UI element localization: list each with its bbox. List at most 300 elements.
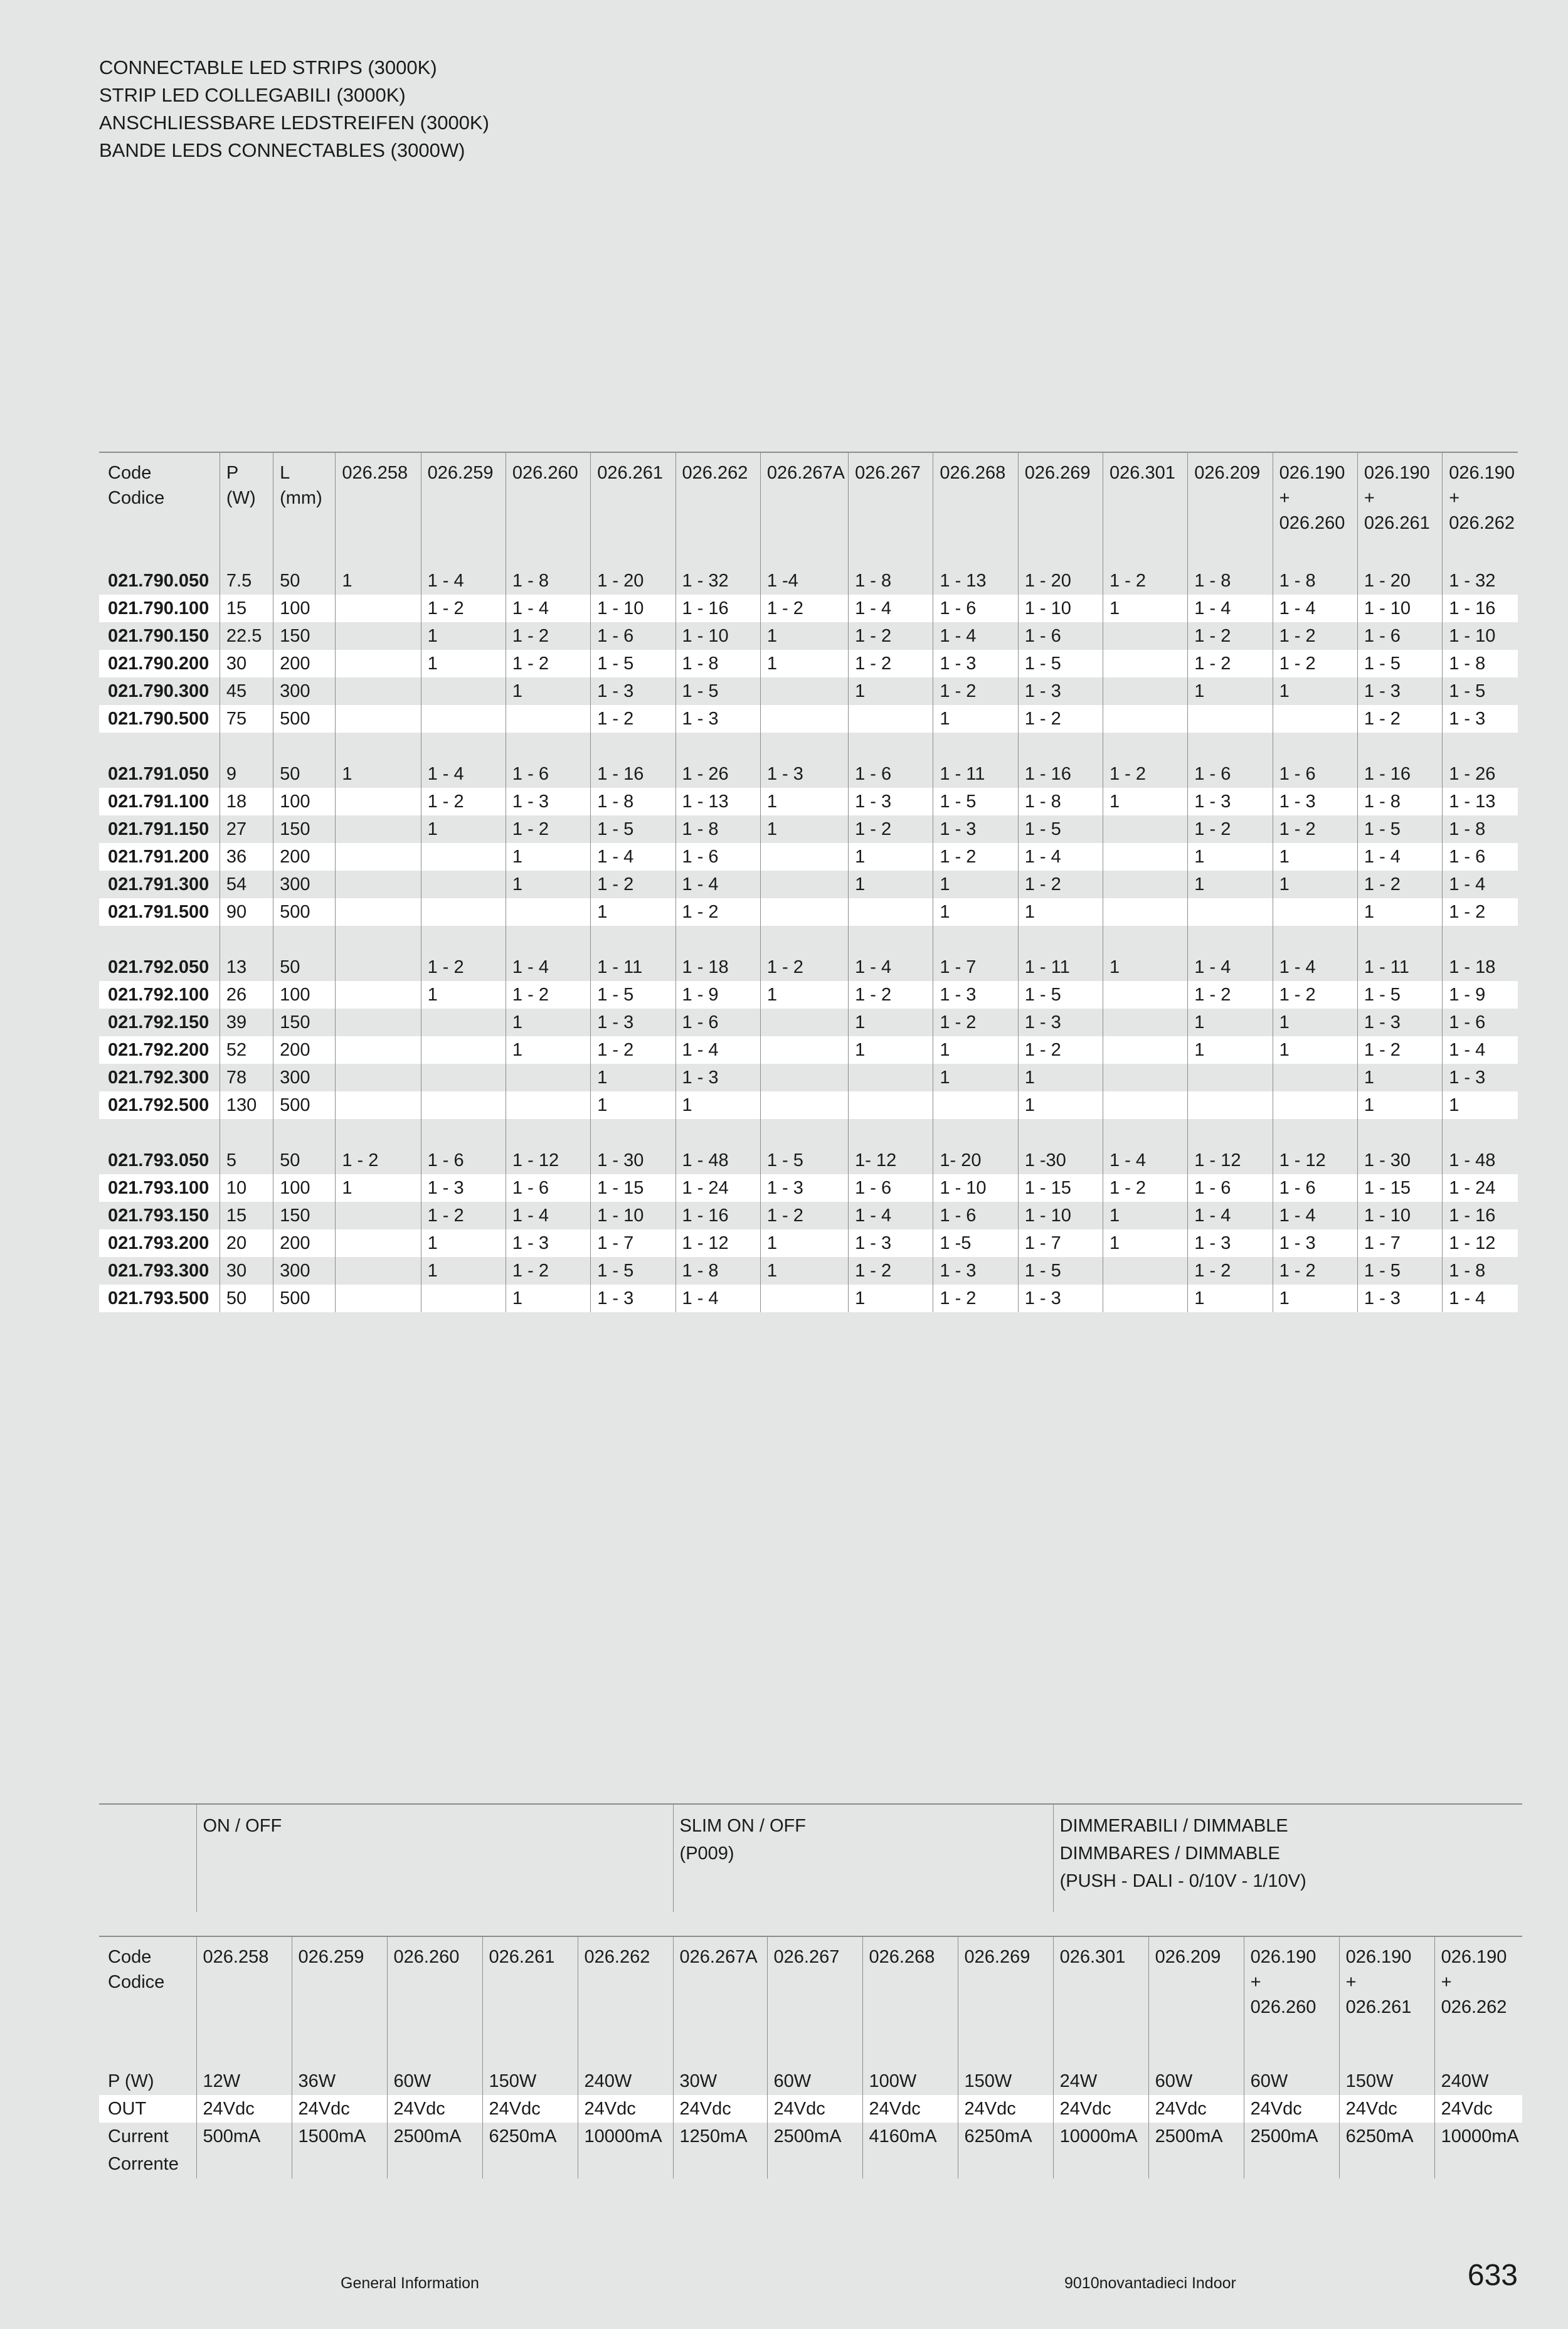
table-cell: 1 - 5 xyxy=(591,1257,675,1285)
table-cell: 1 - 10 xyxy=(1357,1202,1442,1229)
spacer-cell xyxy=(1244,2044,1339,2067)
page-title xyxy=(99,54,489,164)
table-cell: 1 xyxy=(1103,595,1188,622)
table-cell: 1 - 8 xyxy=(675,815,760,843)
spacer-cell xyxy=(1018,926,1103,953)
table-cell: 1 xyxy=(421,815,506,843)
table-cell: 1 xyxy=(760,622,848,650)
table-cell: 1 - 2 xyxy=(421,788,506,815)
table-cell xyxy=(421,843,506,871)
table-cell: 24Vdc xyxy=(1339,2095,1434,2123)
table-cell: 1 - 10 xyxy=(591,1202,675,1229)
table-cell: 1 - 7 xyxy=(1357,1229,1442,1257)
cell-line: 026.261 xyxy=(489,1947,555,1967)
cell-line: ON / OFF xyxy=(203,1816,282,1836)
table-cell: 1 - 2 xyxy=(591,705,675,733)
cell-line: Current xyxy=(108,2126,169,2146)
table-cell: 1 - 2 xyxy=(1357,871,1442,898)
header-cell xyxy=(1273,452,1357,539)
table-cell: 1 - 2 xyxy=(506,1257,590,1285)
table-cell xyxy=(1188,898,1273,926)
table-cell: 6250mA xyxy=(1339,2123,1434,2178)
table-cell: 30 xyxy=(220,1257,273,1285)
table-cell: 1 xyxy=(421,650,506,677)
spacer-cell xyxy=(849,926,933,953)
table-cell: 1 - 4 xyxy=(849,595,933,622)
table-cell: 1 - 5 xyxy=(675,677,760,705)
table-cell: 1 - 2 xyxy=(760,953,848,981)
table-cell xyxy=(421,1091,506,1119)
spacer-cell xyxy=(1188,926,1273,953)
table-cell: 1 - 3 xyxy=(933,1257,1018,1285)
cell-line: (W) xyxy=(226,488,256,508)
table-cell: 1 - 3 xyxy=(1357,1285,1442,1312)
cell-line: 026.262 xyxy=(1441,1997,1507,2017)
cell-line: Code xyxy=(108,1947,152,1967)
table-cell: 1 xyxy=(1188,1285,1273,1312)
cell-line: 026.209 xyxy=(1194,463,1261,483)
table-cell: 1 - 2 xyxy=(1273,650,1357,677)
table-cell: 1 xyxy=(933,898,1018,926)
table-cell: 1 - 8 xyxy=(849,567,933,595)
header-cell xyxy=(220,452,273,539)
table-cell: 150 xyxy=(273,815,336,843)
table-row xyxy=(99,843,1518,871)
table-cell: 1 - 2 xyxy=(849,622,933,650)
spacer-cell xyxy=(1148,2044,1244,2067)
table-cell: 6250mA xyxy=(482,2123,578,2178)
table-cell xyxy=(336,871,421,898)
spacer-cell xyxy=(1018,539,1103,567)
table-cell: 1 xyxy=(1188,677,1273,705)
table-cell xyxy=(336,1285,421,1312)
table-cell: 1 - 4 xyxy=(506,1202,590,1229)
table-row xyxy=(99,1174,1518,1202)
table-cell xyxy=(1103,898,1188,926)
table-cell: 150 xyxy=(273,622,336,650)
table-cell: 1 xyxy=(1018,898,1103,926)
spacer-cell xyxy=(1273,926,1357,953)
table-cell: 1 - 15 xyxy=(591,1174,675,1202)
table-row xyxy=(99,1147,1518,1174)
cell-line: 026.262 xyxy=(584,1947,650,1967)
table-cell xyxy=(336,843,421,871)
table-cell: 1 xyxy=(760,788,848,815)
cell-line: Codice xyxy=(108,1972,165,1992)
table-cell: 10000mA xyxy=(1434,2123,1522,2178)
cell-line: + xyxy=(1449,488,1460,508)
table-cell xyxy=(506,1064,590,1091)
table-cell: 39 xyxy=(220,1009,273,1036)
spacer-cell xyxy=(506,926,590,953)
table-cell: 1 - 2 xyxy=(849,981,933,1009)
product-code-cell: 021.792.500 xyxy=(99,1091,220,1119)
spacer-cell xyxy=(273,539,336,567)
table-cell: 52 xyxy=(220,1036,273,1064)
table-cell: 1 xyxy=(933,871,1018,898)
cell-line: 026.259 xyxy=(298,1947,364,1967)
table-cell: 200 xyxy=(273,1036,336,1064)
cell-line: 026.190 xyxy=(1449,463,1515,483)
table-cell: 1 - 4 xyxy=(1443,1036,1518,1064)
table-cell xyxy=(421,1036,506,1064)
spacer-cell xyxy=(591,733,675,760)
table-cell xyxy=(1103,1064,1188,1091)
spacer-cell xyxy=(1273,733,1357,760)
table-cell: 1 - 5 xyxy=(1357,981,1442,1009)
table-cell: 1 - 5 xyxy=(591,650,675,677)
table-cell: 22.5 xyxy=(220,622,273,650)
header-cell xyxy=(506,452,590,539)
table-cell xyxy=(760,1009,848,1036)
table-cell: 1 - 13 xyxy=(933,567,1018,595)
header-cell xyxy=(862,1936,958,2044)
spacer-cell xyxy=(760,733,848,760)
table-cell: 1 - 2 xyxy=(849,1257,933,1285)
spacer-row xyxy=(99,733,1518,760)
table-cell: 1 - 12 xyxy=(675,1229,760,1257)
table-cell xyxy=(849,1091,933,1119)
spacer-cell xyxy=(273,733,336,760)
table-cell: 10 xyxy=(220,1174,273,1202)
table-cell: 1 xyxy=(1273,1036,1357,1064)
header-cell xyxy=(292,1936,387,2044)
table-cell: 1 - 4 xyxy=(675,871,760,898)
table-cell: 1- 12 xyxy=(849,1147,933,1174)
table-cell: 1 - 18 xyxy=(675,953,760,981)
table-cell: 1 - 8 xyxy=(675,1257,760,1285)
table-cell: 24Vdc xyxy=(1053,2095,1148,2123)
header-cell xyxy=(760,452,848,539)
spacer-cell xyxy=(421,926,506,953)
table-cell: 1 xyxy=(760,650,848,677)
page-number: 633 xyxy=(1467,2259,1518,2292)
table-cell xyxy=(760,1091,848,1119)
table-cell: 1 xyxy=(1018,1064,1103,1091)
table-cell: 1 xyxy=(1273,677,1357,705)
table-row xyxy=(99,595,1518,622)
table-cell: 1 - 7 xyxy=(1018,1229,1103,1257)
table-cell: 1 - 3 xyxy=(591,1009,675,1036)
table-cell: 1 - 4 xyxy=(1103,1147,1188,1174)
spacer-cell xyxy=(273,926,336,953)
table-cell: 1 -30 xyxy=(1018,1147,1103,1174)
spacer-cell xyxy=(421,539,506,567)
table-cell: 24Vdc xyxy=(767,2095,862,2123)
table-cell xyxy=(1103,677,1188,705)
product-code-cell: 021.793.150 xyxy=(108,1206,209,1226)
table-cell: 1 xyxy=(506,677,590,705)
product-code-cell: 021.790.100 xyxy=(99,595,220,622)
table-cell: 1 - 8 xyxy=(1443,650,1518,677)
table-cell: 1 - 24 xyxy=(675,1174,760,1202)
product-code-cell: 021.792.150 xyxy=(108,1012,209,1032)
spacer-row xyxy=(99,926,1518,953)
cell-line: 026.267 xyxy=(855,463,921,483)
table-cell: 15 xyxy=(220,595,273,622)
table-cell: 300 xyxy=(273,1064,336,1091)
table-cell: 1 - 6 xyxy=(421,1147,506,1174)
cell-line: 026.262 xyxy=(682,463,748,483)
table-cell: 1 - 32 xyxy=(675,567,760,595)
table-cell: 200 xyxy=(273,843,336,871)
table-cell: 1 - 2 xyxy=(336,1147,421,1174)
table-cell: 24W xyxy=(1053,2067,1148,2095)
cell-line: P xyxy=(226,463,239,483)
spacer-cell xyxy=(1053,2044,1148,2067)
header-cell xyxy=(675,452,760,539)
table-cell: 1 - 2 xyxy=(1103,760,1188,788)
cell-line: 026.269 xyxy=(1024,463,1091,483)
header-cell xyxy=(99,452,220,539)
table-cell: 27 xyxy=(220,815,273,843)
table-cell: 1 - 5 xyxy=(1018,815,1103,843)
product-code-cell: 021.791.100 xyxy=(99,788,220,815)
table-cell: 24Vdc xyxy=(292,2095,387,2123)
product-code-cell: 021.791.500 xyxy=(99,898,220,926)
table-cell: 1 - 4 xyxy=(506,953,590,981)
table-cell: 24Vdc xyxy=(1434,2095,1522,2123)
table-cell: 1 - 6 xyxy=(1443,1009,1518,1036)
table-cell: 10000mA xyxy=(578,2123,673,2178)
table-cell xyxy=(336,1091,421,1119)
spacer-cell xyxy=(1339,2044,1434,2067)
table-cell: 1 - 3 xyxy=(506,1229,590,1257)
table-cell: 1 - 6 xyxy=(506,1174,590,1202)
table-cell: 1 xyxy=(849,843,933,871)
table-cell: 1 xyxy=(1357,1064,1442,1091)
spacer-cell xyxy=(99,1119,220,1147)
table-cell: 1 - 6 xyxy=(1188,760,1273,788)
table-cell: 1 xyxy=(1357,898,1442,926)
table-cell: 1 xyxy=(675,1091,760,1119)
table-cell: 1 xyxy=(760,1257,848,1285)
table-cell xyxy=(336,1036,421,1064)
table-cell: 1 - 8 xyxy=(1357,788,1442,815)
cell-line: DIMMERABILI / DIMMABLE xyxy=(1059,1816,1288,1836)
spacer-cell xyxy=(1357,1119,1442,1147)
header-cell xyxy=(1357,452,1442,539)
spacer-cell xyxy=(675,733,760,760)
table-cell: 1 xyxy=(1188,871,1273,898)
table-cell: 60W xyxy=(1244,2067,1339,2095)
table-cell: 1 xyxy=(1273,843,1357,871)
row-label-cell xyxy=(99,2067,196,2095)
table-cell: 1 - 18 xyxy=(1443,953,1518,981)
spacer-cell xyxy=(849,733,933,760)
table-cell: 1 xyxy=(1273,1009,1357,1036)
table-cell: 1 - 5 xyxy=(1357,815,1442,843)
table-cell: 1 - 8 xyxy=(1018,788,1103,815)
table-row xyxy=(99,677,1518,705)
table-cell: 1 - 13 xyxy=(675,788,760,815)
table-cell: 50 xyxy=(220,1285,273,1312)
table-cell: 1 xyxy=(506,843,590,871)
spacer-cell xyxy=(849,539,933,567)
table-cell xyxy=(421,871,506,898)
table-cell: 100 xyxy=(273,981,336,1009)
table-cell: 1 xyxy=(421,622,506,650)
table-cell: 1 - 6 xyxy=(591,622,675,650)
table-cell: 1 -5 xyxy=(933,1229,1018,1257)
spacer-cell xyxy=(1443,733,1518,760)
product-code-cell: 021.792.300 xyxy=(108,1068,209,1088)
table-cell: 1 xyxy=(1103,1202,1188,1229)
product-code-cell: 021.793.300 xyxy=(108,1261,209,1281)
table-cell: 24Vdc xyxy=(196,2095,292,2123)
table-cell: 300 xyxy=(273,677,336,705)
table-cell: 200 xyxy=(273,650,336,677)
table-cell: 9 xyxy=(220,760,273,788)
table-cell: 7.5 xyxy=(220,567,273,595)
table-cell: 1 - 4 xyxy=(675,1285,760,1312)
table-cell: 30 xyxy=(220,650,273,677)
spacer-cell xyxy=(220,926,273,953)
spacer-cell xyxy=(591,926,675,953)
spacer-cell xyxy=(767,2044,862,2067)
cell-line: 026.261 xyxy=(1345,1997,1412,2017)
table-row xyxy=(99,1036,1518,1064)
table-cell: 24Vdc xyxy=(578,2095,673,2123)
compatibility-table xyxy=(99,452,1518,1312)
table-cell: 1 xyxy=(591,898,675,926)
table-cell: 1 -4 xyxy=(760,567,848,595)
cell-line: 026.262 xyxy=(1449,513,1515,533)
table-cell: 1 - 3 xyxy=(1188,788,1273,815)
product-code-cell: 021.792.200 xyxy=(99,1036,220,1064)
table-row xyxy=(99,2095,1522,2123)
spacer-cell xyxy=(292,2044,387,2067)
product-code-cell: 021.791.300 xyxy=(108,874,209,894)
table-cell: 1 - 4 xyxy=(1273,953,1357,981)
table-cell: 1 - 3 xyxy=(1018,1285,1103,1312)
table-cell: 1 - 4 xyxy=(1188,953,1273,981)
cell-line: 026.267 xyxy=(773,1947,840,1967)
table-cell: 1 - 8 xyxy=(1443,1257,1518,1285)
table-cell: 1 - 2 xyxy=(1188,815,1273,843)
header-cell xyxy=(849,452,933,539)
table-cell: 1 - 3 xyxy=(1443,1064,1518,1091)
table-cell: 1 - 2 xyxy=(591,871,675,898)
table-cell: 1 xyxy=(849,1009,933,1036)
table-cell: 50 xyxy=(273,567,336,595)
spacer-cell xyxy=(933,539,1018,567)
header-cell xyxy=(196,1936,292,2044)
table-cell: 1 - 6 xyxy=(1018,622,1103,650)
row-label-cell xyxy=(99,2095,196,2123)
header-cell xyxy=(767,1936,862,2044)
table-cell: 1 - 3 xyxy=(1018,677,1103,705)
table-cell: 1 - 5 xyxy=(591,815,675,843)
table-cell: 1 xyxy=(849,1036,933,1064)
table-cell xyxy=(336,815,421,843)
table-cell: 24Vdc xyxy=(958,2095,1053,2123)
spacer-cell xyxy=(336,1119,421,1147)
table-cell: 54 xyxy=(220,871,273,898)
spacer-cell xyxy=(99,926,220,953)
header-row xyxy=(99,1936,1522,2044)
product-code-cell: 021.791.150 xyxy=(108,819,209,839)
product-code-cell: 021.793.200 xyxy=(99,1229,220,1257)
table-cell: 1 xyxy=(1188,1009,1273,1036)
table-cell: 12W xyxy=(196,2067,292,2095)
table-cell: 1 - 32 xyxy=(1443,567,1518,595)
header-cell xyxy=(1103,452,1188,539)
table-cell: 1 xyxy=(421,981,506,1009)
table-cell: 1 - 3 xyxy=(1273,788,1357,815)
table-cell xyxy=(1103,1257,1188,1285)
table-row xyxy=(99,705,1518,733)
cell-line: (PUSH - DALI - 0/10V - 1/10V) xyxy=(1059,1871,1306,1891)
table-cell: 1 - 6 xyxy=(933,1202,1018,1229)
product-code-cell: 021.791.200 xyxy=(99,843,220,871)
table-cell xyxy=(760,677,848,705)
cell-line: 026.190 xyxy=(1441,1947,1507,1967)
table-cell xyxy=(760,1036,848,1064)
spacer-cell xyxy=(675,926,760,953)
cell-line: + xyxy=(1441,1972,1452,1992)
table-cell: 60W xyxy=(1148,2067,1244,2095)
table-cell: 200 xyxy=(273,1229,336,1257)
product-code-cell: 021.791.050 xyxy=(108,764,209,784)
table-cell: 1 - 3 xyxy=(933,650,1018,677)
header-cell xyxy=(958,1936,1053,2044)
table-cell: 1 - 30 xyxy=(591,1147,675,1174)
table-cell: 150W xyxy=(1339,2067,1434,2095)
table-cell: 1 - 20 xyxy=(1018,567,1103,595)
table-cell: 1 - 2 xyxy=(933,843,1018,871)
table-cell: 1 xyxy=(336,760,421,788)
table-cell: 1 - 16 xyxy=(1443,595,1518,622)
spacer-cell xyxy=(675,539,760,567)
table-cell: 1 - 2 xyxy=(1188,981,1273,1009)
table-cell: 1 - 15 xyxy=(1357,1174,1442,1202)
table-cell: 1 - 6 xyxy=(849,760,933,788)
table-cell: 1 - 3 xyxy=(760,760,848,788)
cell-line: 026.190 xyxy=(1250,1947,1316,1967)
table-row xyxy=(99,1202,1518,1229)
table-cell xyxy=(336,705,421,733)
table-cell: 1 - 6 xyxy=(675,1009,760,1036)
table-cell: 1 - 3 xyxy=(1357,677,1442,705)
driver-group-header xyxy=(196,1804,673,1912)
cell-line: SLIM ON / OFF xyxy=(679,1816,806,1836)
table-cell: 1 - 2 xyxy=(1018,871,1103,898)
table-cell: 90 xyxy=(220,898,273,926)
table-cell: 24Vdc xyxy=(1244,2095,1339,2123)
table-cell: 1 - 7 xyxy=(933,953,1018,981)
table-cell: 1 - 5 xyxy=(1357,1257,1442,1285)
spacer-cell xyxy=(933,926,1018,953)
spacer-cell xyxy=(1357,926,1442,953)
header-cell xyxy=(933,452,1018,539)
table-row xyxy=(99,981,1518,1009)
table-cell: 1 xyxy=(336,1174,421,1202)
table-cell: 1 - 48 xyxy=(1443,1147,1518,1174)
table-cell: 1 - 5 xyxy=(1443,677,1518,705)
cell-line: P (W) xyxy=(108,2071,154,2091)
spacer-cell xyxy=(1188,539,1273,567)
cell-line: 026.259 xyxy=(427,463,494,483)
table-cell: 1 - 3 xyxy=(760,1174,848,1202)
table-cell: 1 - 4 xyxy=(421,760,506,788)
table-cell: 2500mA xyxy=(387,2123,482,2178)
table-cell xyxy=(849,705,933,733)
table-cell: 500 xyxy=(273,1091,336,1119)
table-cell xyxy=(506,705,590,733)
table-cell xyxy=(336,1257,421,1285)
spacer-cell xyxy=(336,539,421,567)
